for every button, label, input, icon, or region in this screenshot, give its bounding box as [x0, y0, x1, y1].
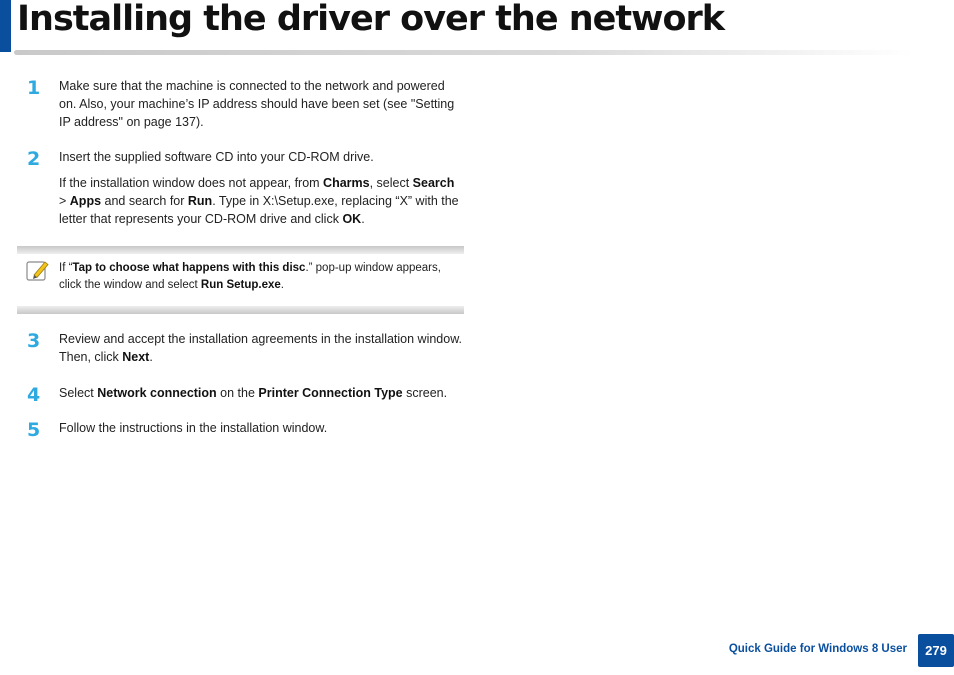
footer-guide-label: Quick Guide for Windows 8 User [728, 643, 907, 655]
bold-term: Run [187, 194, 213, 208]
bold-term: Network connection [97, 386, 217, 400]
text-run: Review and accept the installation agreements in the installation window. Then, click [59, 332, 463, 364]
text-run: Select [59, 386, 98, 400]
step-sub-paragraph [59, 174, 464, 228]
step-paragraph [59, 148, 464, 166]
text-run: . [280, 279, 284, 291]
note-text [59, 260, 464, 294]
step-text [59, 330, 464, 366]
bold-term: Tap to choose what happens with this disc [72, 262, 306, 274]
text-run: . [149, 350, 153, 364]
text-run: . [361, 212, 365, 226]
step-text [59, 77, 464, 131]
step-number: 4 [27, 384, 41, 406]
note-box [17, 246, 464, 314]
text-run: If “ [59, 262, 73, 274]
title-divider [14, 50, 914, 55]
step-text [59, 419, 464, 437]
text-run: and search for [101, 194, 188, 208]
text-run: > [59, 194, 70, 208]
bold-term: Apps [69, 194, 102, 208]
text-run: If the installation window does not appear, from [59, 176, 324, 190]
text-run: , select [369, 176, 413, 190]
text-run: Follow the instructions in the installation window. [59, 421, 328, 435]
page-title: Installing the driver over the network [17, 0, 725, 39]
step-number: 2 [27, 148, 41, 170]
bold-term: Next [122, 350, 150, 364]
note-pencil-icon [25, 258, 51, 284]
bold-term: Search [412, 176, 455, 190]
step-number: 3 [27, 330, 41, 352]
text-run: Insert the supplied software CD into your CD-ROM drive. [59, 150, 374, 164]
text-run: . Type in X:\Setup.exe, replacing “X” with the letter that represents your CD-ROM drive and click [59, 194, 459, 226]
bold-term: OK [342, 212, 362, 226]
text-run: on the [216, 386, 259, 400]
bold-term: Printer Connection Type [258, 386, 403, 400]
note-top-rule [17, 246, 464, 254]
step-paragraph [59, 77, 464, 131]
step-paragraph [59, 384, 464, 402]
step-number: 5 [27, 419, 41, 441]
text-run: Make sure that the machine is connected to the network and powered on. Also, your machine’s IP address should have been set (see "Setting IP address" on page 137). [59, 79, 455, 129]
text-run: screen. [402, 386, 448, 400]
title-accent-bar [0, 0, 11, 52]
text-run: .” pop-up window appears, click the window and select [59, 262, 441, 291]
step-paragraph [59, 419, 464, 437]
note-bottom-rule [17, 306, 464, 314]
bold-term: Charms [323, 176, 370, 190]
page-number: 279 [918, 634, 954, 667]
step-number: 1 [27, 77, 41, 99]
step-text [59, 384, 464, 402]
step-paragraph [59, 330, 464, 366]
step-text [59, 148, 464, 228]
bold-term: Run Setup.exe [200, 279, 281, 291]
